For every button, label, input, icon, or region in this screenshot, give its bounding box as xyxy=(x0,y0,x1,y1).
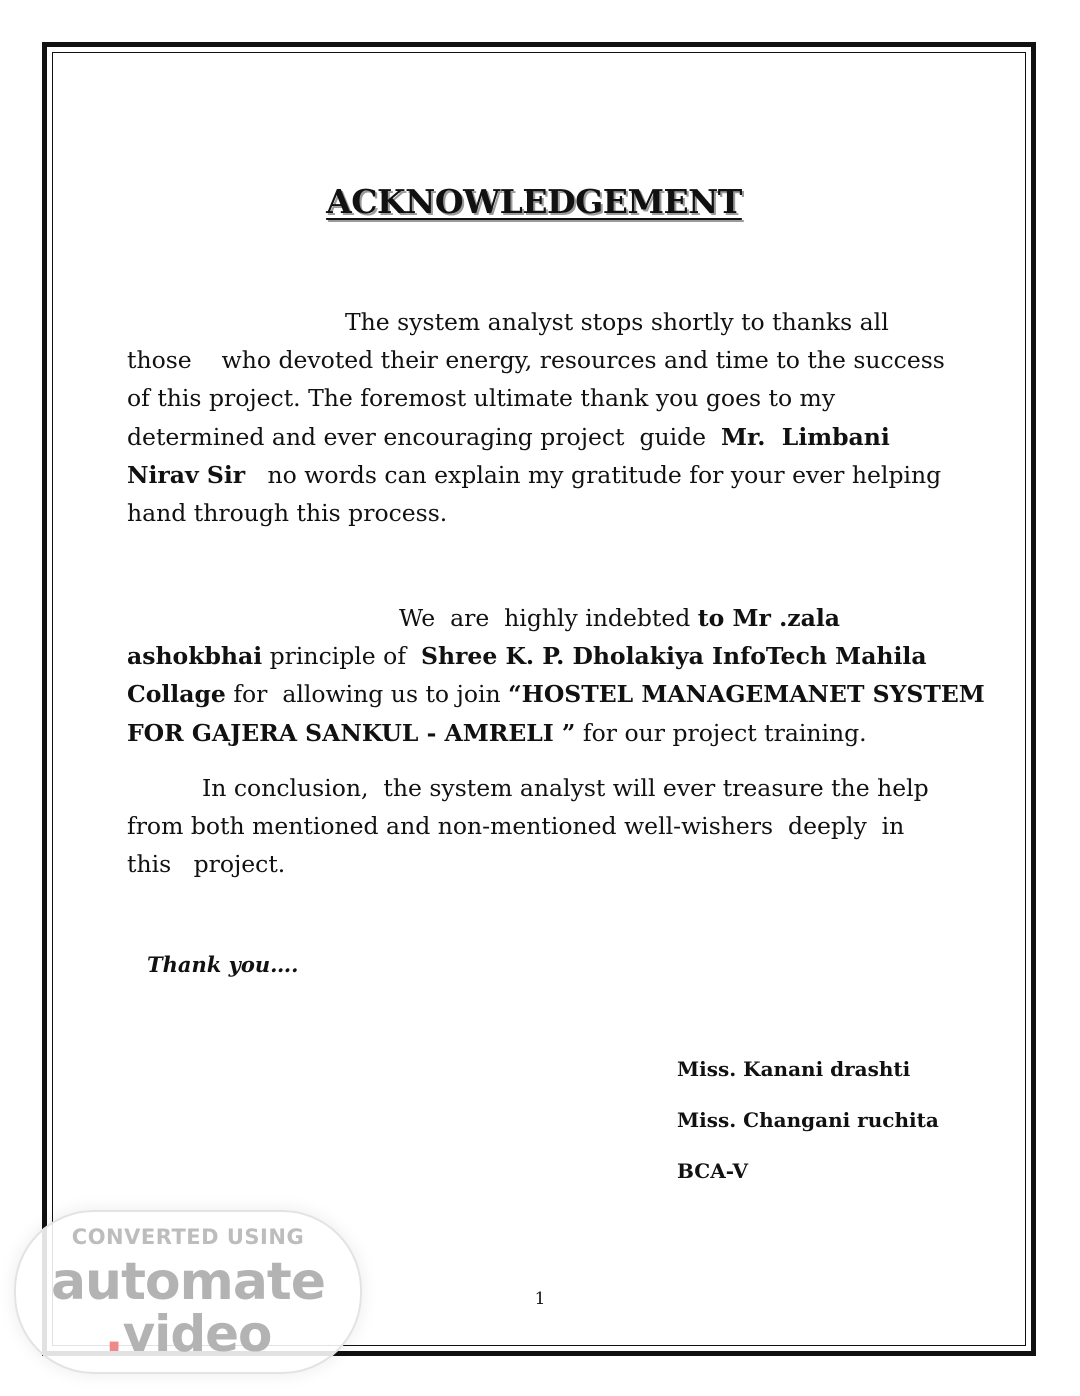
project-name-second: FOR GAJERA SANKUL - AMRELI ” xyxy=(127,718,576,747)
paragraph-1-line-4 xyxy=(127,418,957,456)
paragraph-3-line-2: from both mentioned and non-mentioned well-wishers deeply in xyxy=(127,812,905,841)
guide-name-second: Nirav Sir xyxy=(127,460,246,489)
acknowledgement-paragraph-1 xyxy=(127,303,957,532)
signature-block xyxy=(677,1053,939,1206)
paragraph-2-line-3-text: for allowing us to join xyxy=(225,680,509,709)
paragraph-2-line-1 xyxy=(127,599,957,637)
signature-name-1: Miss. Kanani drashti xyxy=(677,1057,911,1081)
paragraph-2-line-2-text: principle of xyxy=(262,642,421,671)
paragraph-2-line-4-text: for our project training. xyxy=(575,718,867,747)
paragraph-1-line-3: of this project. The foremost ultimate thank you goes to my xyxy=(127,384,836,413)
acknowledgement-paragraph-2 xyxy=(127,599,985,752)
watermark-bottom-text xyxy=(16,1305,360,1363)
paragraph-2-line-4 xyxy=(127,714,957,752)
paragraph-2-line-1-text: We are highly indebted xyxy=(399,604,698,632)
project-name-first: “HOSTEL MANAGEMANET SYSTEM xyxy=(508,680,985,709)
college-name-first: Shree K. P. Dholakiya InfoTech Mahila xyxy=(420,642,927,671)
signature-class: BCA-V xyxy=(677,1159,749,1183)
watermark-middle-text: automate xyxy=(50,1252,326,1312)
watermark-top-text: CONVERTED USING xyxy=(71,1225,305,1249)
paragraph-3-line-1: In conclusion, the system analyst will ever treasure the help xyxy=(202,774,929,802)
signature-name-2: Miss. Changani ruchita xyxy=(677,1108,939,1132)
paragraph-1-line-1: The system analyst stops shortly to thanks all xyxy=(345,308,889,336)
paragraph-1-line-4-text: determined and ever encouraging project guide xyxy=(127,422,722,451)
guide-name-first: Mr. Limbani xyxy=(721,422,890,451)
paragraph-3-line-3: this project. xyxy=(127,850,286,879)
page-number: 1 xyxy=(534,1289,546,1309)
closing-thank-you: Thank you…. xyxy=(147,952,299,977)
principal-name-second: ashokbhai xyxy=(127,642,263,671)
acknowledgement-paragraph-3 xyxy=(127,769,957,884)
page-title: ACKNOWLEDGEMENT xyxy=(326,182,742,221)
principal-name-first: to Mr .zala xyxy=(697,604,840,632)
watermark-bottom-word: video xyxy=(122,1305,272,1363)
paragraph-1-line-5-text: no words can explain my gratitude for your ever helping xyxy=(245,460,942,489)
paragraph-1-line-6: hand through this process. xyxy=(127,499,448,528)
watermark-dot: . xyxy=(104,1305,123,1363)
converter-watermark-logo xyxy=(14,1210,362,1374)
paragraph-1-line-2: those who devoted their energy, resources and time to the success xyxy=(127,346,945,375)
college-name-second: Collage xyxy=(127,680,226,709)
paragraph-2-line-2 xyxy=(127,637,957,675)
paragraph-1-line-5 xyxy=(127,456,957,494)
paragraph-2-line-3 xyxy=(127,675,985,713)
